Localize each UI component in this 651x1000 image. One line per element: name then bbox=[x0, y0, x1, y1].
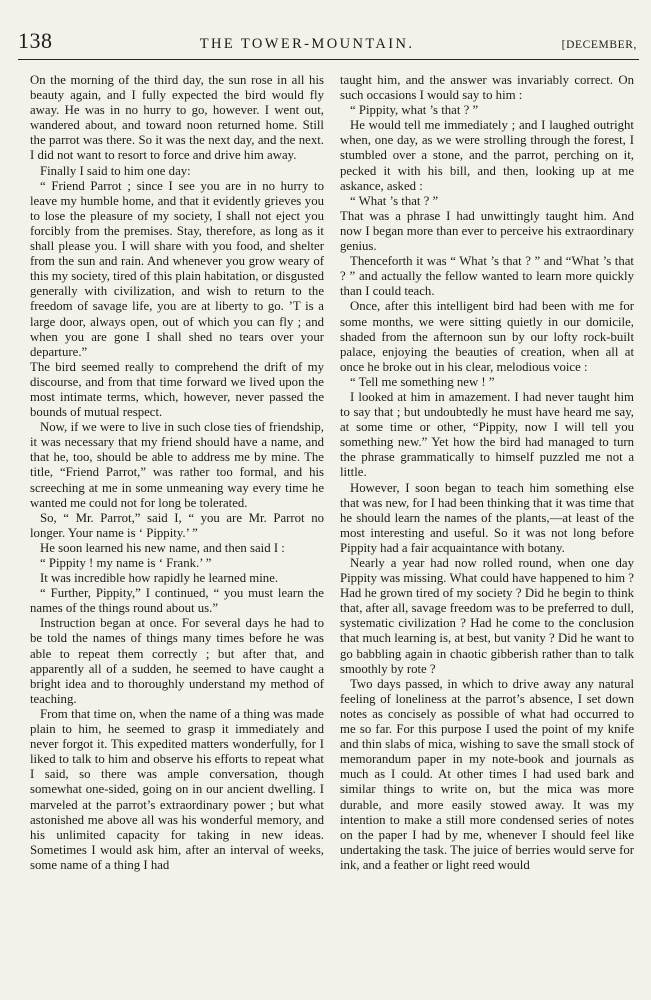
paragraph: “ Pippity, what ’s that ? ” bbox=[350, 103, 479, 118]
paragraph: “ Further, Pippity,” I continued, “ you must learn the names of the things round about us.” bbox=[30, 586, 324, 616]
paragraph: Thenceforth it was “ What ’s that ? ” and “What ’s that ? ” and actually the fellow wanted to learn more quickly than I could teach. bbox=[340, 254, 634, 299]
running-title: THE TOWER-MOUNTAIN. bbox=[199, 36, 415, 52]
right-column bbox=[340, 73, 634, 993]
paragraph: I looked at him in amazement. I had never taught him to say that ; but undoubtedly he must have heard me say, at some time or other, “Pippity, now I will tell you something new.” Yet how the bird had managed to turn the phrase grammatically to himself puzzled me not a little. bbox=[340, 389, 634, 480]
text-columns bbox=[30, 73, 634, 993]
paragraph: So, “ Mr. Parrot,” said I, “ you are Mr. Parrot no longer. Your name is ‘ Pippity.’ ” bbox=[30, 510, 324, 540]
paragraph: Instruction began at once. For several days he had to be told the names of things many times before he was able to repeat them correctly ; but after that, and apparently all of a sudden, he seemed to have caught a bright idea and to thoroughly understand my method of teaching. bbox=[30, 616, 324, 706]
paragraph: “ What ’s that ? ” bbox=[350, 193, 439, 208]
paragraph: taught him, and the answer was invariably correct. On such occasions I would say to him : bbox=[340, 73, 634, 103]
issue-month: [DECEMBER, bbox=[561, 39, 637, 51]
paragraph: The bird seemed really to comprehend the drift of my discourse, and from that time forward we lived upon the most intimate terms, which, however, never passed the bounds of mutual respect. bbox=[30, 359, 324, 420]
paragraph: Finally I said to him one day: bbox=[40, 163, 191, 178]
paragraph: “ Tell me something new ! ” bbox=[350, 374, 495, 389]
paragraph: “ Friend Parrot ; since I see you are in no hurry to leave my humble home, and that it evidently grieves you to lose the pleasure of my society, I shall not eject you forcibly from the premises. Stay, therefore, as long as it shall please you. I will share with you food, and shelter from the sun and rain. And whenever you grow weary of this my society, tired of this plain habitation, or disgusted generally with civilization, and wish to return to the freedom of savage life, you are at liberty to go. ’T is a large door, always open, out of which you can fly ; and when you are gone I shall shed no tears over your departure.” bbox=[30, 178, 324, 359]
paragraph: He soon learned his new name, and then said I : bbox=[40, 540, 285, 555]
header-rule bbox=[18, 59, 639, 60]
paragraph: Nearly a year had now rolled round, when one day Pippity was missing. What could have happened to him ? Had he grown tired of my society ? Did he begin to think that, after all, savage freedom was to be preferred to dull, systematic civilization ? Had he come to the conclusion that much learning is, at best, but vanity ? Did he want to go babbling again in chaotic gibberish rather than to talk smoothly by rote ? bbox=[340, 556, 634, 676]
paragraph: That was a phrase I had unwittingly taught him. And now I began more than ever to perceive his extraordinary genius. bbox=[340, 208, 634, 254]
paragraph: Now, if we were to live in such close ties of friendship, it was necessary that my friend should have a name, and that he, too, should be able to address me by mine. The title, “Friend Parrot,” was rather too formal, and his screeching at me in some unmeaning way every time he wanted me could not for long be tolerated. bbox=[30, 420, 324, 510]
page-number: 138 bbox=[18, 28, 53, 53]
paragraph: Two days passed, in which to drive away any natural feeling of loneliness at the parrot’s absence, I set down notes as concisely as possible of what had occurred to me so far. For this purpose I used the point of my knife and thin slabs of mica, wishing to save the small stock of memorandum paper in my note-book and journals as much as I could. At other times I had used bark and similar things to write on, but the mica was more durable, and more easily stowed away. It was my intention to make a still more condensed series of notes on the paper I had by me, whenever I should feel like undertaking the task. The juice of berries would serve for ink, and a feather or light reed would bbox=[340, 676, 634, 872]
paragraph: Once, after this intelligent bird had been with me for some months, we were sitting quietly in our domicile, shaded from the afternoon sun by our lofty rock-built palace, enjoying the beauties of creation, when all at once he broke out in his clear, melodious voice : bbox=[340, 299, 634, 374]
left-column bbox=[30, 73, 324, 993]
page-header bbox=[18, 28, 637, 54]
paragraph: From that time on, when the name of a thing was made plain to him, he seemed to grasp it immediately and never forgot it. This expedited matters wonderfully, for I liked to talk to him and observe his efforts to repeat what I said, so there was ample conversation, though somewhat one-sided, going on in our ancient dwelling. I marveled at the parrot’s extraordinary power ; but what astonished me above all was his wonderful memory, and his unlimited capacity for taking in new ideas. Sometimes I would ask him, after an interval of weeks, some name of a thing I had bbox=[30, 706, 324, 872]
paragraph: He would tell me immediately ; and I laughed outright when, one day, as we were strolling through the forest, I stumbled over a stone, and the parrot, perching on it, pecked it with his bill, and then, looking up at me askance, asked : bbox=[340, 118, 634, 193]
paragraph: “ Pippity ! my name is ‘ Frank.’ ” bbox=[40, 556, 212, 570]
paragraph: It was incredible how rapidly he learned mine. bbox=[40, 571, 279, 586]
paragraph: On the morning of the third day, the sun rose in all his beauty again, and I fully expected the bird would fly away. He was in no hurry to go, however. I went out, wandered about, and toward noon returned home. Still the parrot was there. So it was the next day, and the next. I did not want to resort to force and drive him away. bbox=[30, 73, 324, 163]
paragraph: However, I soon began to teach him something else that was new, for I had been thinking that it was time that he should learn the names of the plants,—at least of the most interesting and useful. So it was not long before Pippity had a fair acquaintance with botany. bbox=[340, 480, 634, 555]
